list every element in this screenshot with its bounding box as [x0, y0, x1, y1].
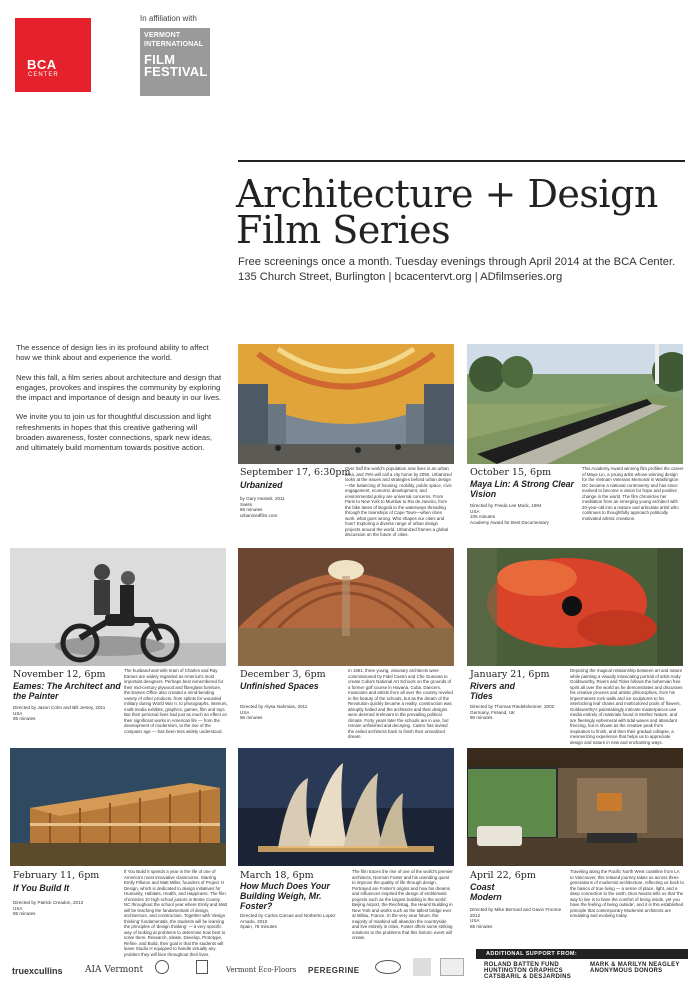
film-6-meta	[13, 900, 113, 917]
film-1-date: September 17, 6:30pm	[240, 467, 351, 478]
film-8-description: Traveling along the Pacific North West coastline from LA to Vancouver, this relaxed journey takes us across three generations of modernist architecture, reflecting us back to the basics of true living — a sense of place, light, and a deep connection to the earth. Dion Neutra tells us that 'the way to live is to have the comfort of being inside, yet you have the feeling of being outside', and it is this established principle that contemporary Modernist architects are emulating and evolving today.	[570, 869, 684, 918]
film-3-country: USA	[13, 710, 23, 716]
affiliation-label: In affiliation with	[140, 14, 197, 23]
film-1-meta	[240, 496, 310, 518]
page-title-line-1: Architecture + Design	[236, 172, 658, 216]
film-6-country: USA	[13, 905, 23, 911]
film-3-description: The husband-and-wife team of Charles and Ray Eames are widely regarded as America's most important designers. Perhaps best remembered for their mid-century plywood and fiberglass furniture, the Eames Office also created a mind-bending variety of other products, from splints for wounded military during World War II, to photographs, interiors, multi-media exhibits, graphics, games, film and toys. But their personal lives had just as much an effect on their significant works in American life — from the development of modernism, to the rise of the computer age — has been less widely understood.	[124, 668, 228, 734]
film-2-award: Academy Award for Best Documentary	[470, 519, 549, 525]
film-2-meta	[470, 503, 580, 525]
sponsor-logo-square	[413, 958, 431, 976]
film-8-meta	[470, 907, 570, 929]
additional-support-bar: ADDITIONAL SUPPORT FROM:	[476, 949, 688, 959]
film-7-country: Spain, 78 minutes	[240, 924, 277, 930]
film-5-description: Depicting the magical relationship between art and nature while painting a visually intoxicating portrait of artist Andy Goldsworthy, Rivers and Tides follows the bohemian free spirit all over the world as he demonstrates and discusses his creative process and artistic philosophies, from his impermanent rock walls and ice sculptures to his interlocking leaf chains and multicolored pools of flowers. Goldsworthy's painstakingly intricate masterpieces use media entirely of materials found in Mother Nature, and are fleetingly ephemeral with tidal waves and attendant freezing, but is shown as the creative peak from inspiration to finish, and then their gradual collapse, a mesmerizing experience that helps us to appreciate design and nature in new and enchanting ways.	[570, 668, 683, 745]
film-3-runtime: 85 minutes	[13, 716, 36, 722]
sponsor-peregrine: PEREGRINE	[308, 966, 360, 975]
sponsor-logo-box	[196, 960, 208, 974]
sponsor-logo-oval	[375, 960, 401, 974]
urbanized-image	[238, 344, 454, 464]
film-7-director: Directed by Carlos Carcas and Norberto Lopez Amado, 2010	[240, 913, 336, 924]
intro-paragraph-1: The essence of design lies in its profound ability to affect how we think about and experience the world.	[16, 343, 209, 363]
film-2-description: This Academy Award winning film profiles the career of Maya Lin, a young artist whose winning design for the Vietnam Veterans Memorial in Washington DC became a national controversy and has since evolved to become a vision for hope and positive change in the world. The film chronicles her meditation from an emerging young architect with 20-year-old into a mature and articulate artist who continues to thoughtfully approach politically motivated artistic creations.	[582, 466, 684, 521]
film-5-title: Rivers and Tides	[470, 681, 515, 701]
film-4-runtime: 86 minutes	[240, 715, 263, 721]
film-2-director: Directed by Freida Lee Mock, 1994	[470, 503, 542, 508]
logo-main-text: BCA	[27, 57, 57, 72]
film-7-description: The film traces the rise of one of the world's premier architects, Norman Foster and his unending quest to improve the quality of life through design. Portrayed are Foster's origins and how his dreams and influences inspired the design of emblematic projects such as the largest building in the world: Beijing Airport, the Reichstag, the Hearst Building in New York and works such as the tallest bridge ever at Millau, France. In the very near future, the majority of mankind will abandon the countryside and live entirely in cities. Foster offers some striking solutions to the problems that this historic event will create.	[352, 869, 453, 940]
film-1-director: by Gary Hustwit, 2011	[240, 496, 285, 501]
festival-logo	[140, 28, 210, 96]
subtitle-location: 135 Church Street, Burlington | bcacentervt.org | ADfilmseries.org	[238, 271, 563, 283]
film-5-date: January 21, 6pm	[470, 669, 550, 680]
supporter-name: ANONYMOUS DONORS	[590, 968, 663, 974]
film-7-date: March 18, 6pm	[240, 870, 314, 881]
film-8-date: April 22, 6pm	[470, 870, 536, 881]
unfinished-spaces-image	[238, 548, 454, 666]
festival-line-1: VERMONT	[144, 32, 181, 39]
film-6-date: February 11, 6pm	[13, 870, 100, 881]
film-1-country: Swiss	[240, 501, 252, 507]
film-3-meta	[13, 705, 123, 722]
support-column-1	[484, 962, 571, 980]
film-4-director: Directed by Alysa Nahmias, 2011	[240, 704, 308, 709]
sponsor-logo-circle	[155, 960, 169, 974]
film-1-title: Urbanized	[240, 480, 283, 490]
film-2-date: October 15, 6pm	[470, 467, 552, 478]
film-4-meta	[240, 704, 340, 721]
film-5-director: Directed by Thomas Riedelsheimer, 2002	[470, 704, 555, 709]
sponsor-truexcullins: truexcullins	[12, 966, 63, 976]
film-6-director: Directed by Patrick Creadon, 2013	[13, 900, 84, 905]
film-4-title: Unfinished Spaces	[240, 681, 319, 691]
film-8-runtime: 85 minutes	[470, 923, 493, 929]
title-rule	[238, 160, 685, 162]
coast-modern-image	[467, 748, 683, 866]
film-2-runtime: 105 minutes	[470, 514, 496, 520]
supporter-name: CATSBARIL & DESJARDINS	[484, 974, 572, 980]
festival-line-3: FILM	[144, 52, 176, 67]
if-you-build-it-image	[10, 748, 226, 866]
sponsor-logo-rect	[440, 958, 464, 976]
film-6-title: If You Build It	[13, 883, 70, 893]
intro-paragraph-3: We invite you to join us for thoughtful discussion and light refreshments in hopes that this creative gathering will broaden awareness, foster connections, spark new ideas, and ultimately build momentum towards positive action.	[16, 412, 213, 453]
film-8-director: Directed by Mike Bernard and Gavin Froome 2012	[470, 907, 562, 918]
logo-sub-text: CENTER	[28, 72, 59, 78]
page-title-line-2: Film Series	[236, 208, 451, 252]
film-7-meta	[240, 913, 340, 930]
film-1-description: Over half the world's population now lives in an urban area, and 75% will call a city home by 2050. Urbanized looks at the issues and strategies behind urban design—the balancing of housing, mobility, public space, civic engagement, economic development, and environmental policy are universal concerns. From Paris to New York to Mumbai to Rio de Janeiro, from the bike lanes of Bogotá to the waterways threading through the townships of Cape Town—when cities work, what goes wrong. Who shapes our cities and how? Exploring a diverse range of urban design projects around the world, Urbanized frames a global discussion on the future of cities.	[345, 466, 452, 537]
intro-text	[16, 343, 222, 463]
film-4-description: In 1961, three young, visionary architects were commissioned by Fidel Castro and Che Guevara to create Cuba's National Art Schools on the grounds of a former golf course in Havana, Cuba. Dancers, musicians and artists from all over the country reveled in the beauty of the schools, but as the dream of the Revolution quickly became a reality, construction was abruptly halted and the architects and their designs were deemed irrelevant in the prevailing political climate. Forty years later the schools are in use, but remain unfinished and decaying. Castro has invited the exiled architects back to finish their unrealized dream.	[348, 668, 453, 739]
film-6-runtime: 85 minutes	[13, 911, 36, 917]
film-8-country: USA	[470, 918, 480, 924]
film-5-meta	[470, 704, 570, 721]
film-4-date: December 3, 6pm	[240, 669, 326, 680]
film-2-title: Maya Lin: A Strong Clear Vision	[470, 479, 574, 499]
film-2-country: USA	[470, 508, 480, 514]
supporter-name: HUNTINGTON GRAPHICS	[484, 968, 563, 974]
film-7-title: How Much Does Your Building Weigh, Mr. Foster?	[240, 881, 330, 911]
film-5-runtime: 90 minutes	[470, 715, 493, 721]
film-3-director: Directed by Jason Cohn and Bill Jersey, 2011	[13, 705, 106, 710]
film-1-runtime: 85 minutes	[240, 507, 263, 513]
subtitle-schedule: Free screenings once a month. Tuesday evenings through April 2014 at the BCA Center.	[238, 256, 676, 268]
festival-line-2: INTERNATIONAL	[144, 41, 204, 48]
film-4-country: USA	[240, 709, 250, 715]
film-3-date: November 12, 6pm	[13, 669, 106, 680]
film-3-title: Eames: The Architect and the Painter	[13, 681, 121, 701]
rivers-and-tides-image	[467, 548, 683, 666]
bca-center-logo	[15, 18, 91, 92]
intro-paragraph-2: New this fall, a film series about architecture and design that engages, provokes and inspires the community by exploring the impact and importance of design and beauty in our lives.	[16, 372, 222, 403]
norman-foster-image	[238, 748, 454, 866]
eames-image	[10, 548, 226, 666]
supporter-name: MARK & MARILYN NEAGLEY	[590, 962, 680, 968]
sponsor-aia-vermont: AIA Vermont	[85, 965, 144, 975]
supporter-name: ROLAND BATTEN FUND	[484, 962, 559, 968]
festival-line-4: FESTIVAL	[144, 64, 208, 79]
maya-lin-image	[467, 344, 683, 464]
film-1-website: urbanizedfilm.com	[240, 512, 278, 518]
film-6-description: If You Build It spends a year in the life of one of America's most innovative classrooms. Starring Emily Pilloton and Matt Miller, founders of Project H Design, which is dedicated to design initiatives for Humanity, Habitats, Health, and Happiness. The film chronicles 10 high school juniors in Bertie County, NC throughout the school year where Emily and Matt will be teaching the fundamentals of design, architecture, and construction. Together with 'design thinking' fundamentals, the students will be learning the principles of 'design thinking' — a very specific way of looking at problems to determine how best to solve them. Research, Ideate, Develop, Prototype, Refine, and Build, their goal is that the students will leave Studio H equipped to handle virtually any problem they will face throughout their lives.	[124, 869, 227, 957]
sponsor-vermont-eco-floors: Vermont Eco-Floors	[226, 966, 297, 974]
support-column-2	[590, 962, 680, 974]
film-5-country: Germany, Finland, UK	[470, 709, 516, 715]
film-8-title: Coast Modern	[470, 882, 502, 902]
